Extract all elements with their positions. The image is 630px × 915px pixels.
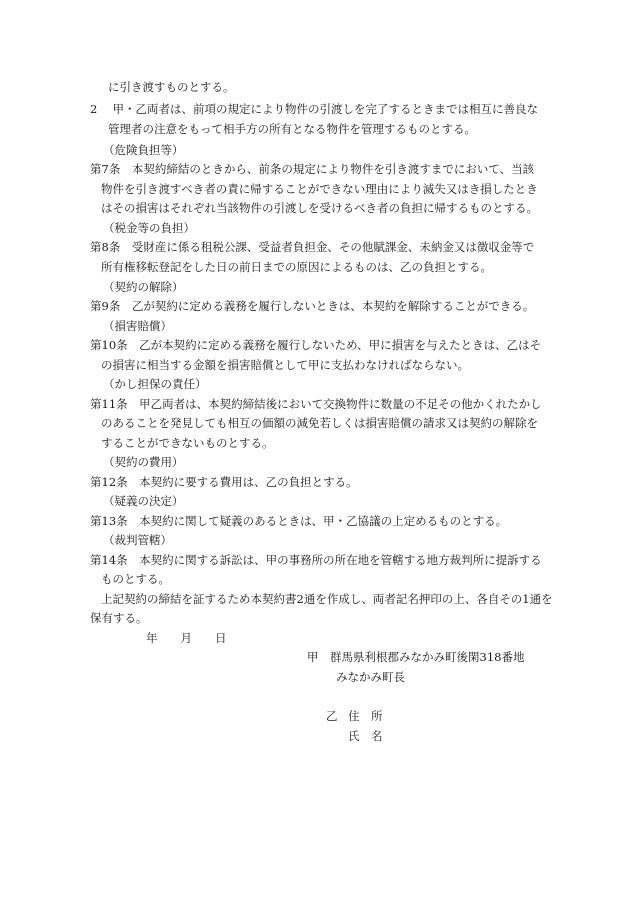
article-8: 第8条 受財産に係る租税公課、受益者負担金、その他賦課金、未納金又は徴収金等で [90, 240, 535, 254]
party-a-name: みなかみ町長 [336, 670, 405, 684]
article-11: 第11条 甲乙両者は、本契約締結後において交換物件に数量の不足その他かくれたかし [90, 397, 542, 411]
article-9: 第9条 乙が契約に定める義務を履行しないときは、本契約を解除することができる。 [90, 299, 535, 313]
section-heading: （裁判管轄） [103, 533, 172, 547]
closing-statement-end: 保有する。 [90, 611, 148, 625]
closing-statement: 上記契約の締結を証するため本契約書2通を作成し、両者記名押印の上、各自その1通を [101, 592, 553, 606]
section-heading: （危険負担等） [103, 143, 184, 157]
party-a-address: 群馬県利根郡みなかみ町後閑318番地 [330, 650, 525, 664]
section-heading: （契約の解除） [103, 280, 184, 294]
section-heading: （損害賠償） [103, 319, 172, 333]
section-heading: （契約の費用） [103, 455, 184, 469]
body-line: 2 甲・乙両者は、前項の規定により物件の引渡しを完了するときまでは相互に善良な [90, 102, 538, 116]
party-a-label: 甲 [307, 650, 319, 664]
signature-date: 年 月 日 [146, 631, 227, 645]
body-line: に引き渡すものとする。 [108, 80, 235, 94]
article-7: 第7条 本契約締結のときから、前条の規定により物件を引き渡すまでにおいて、当該 [90, 162, 535, 176]
party-b-name-label: 氏 名 [348, 729, 383, 743]
body-line: 管理者の注意をもって相手方の所有となる物件を管理するものとする。 [108, 122, 476, 136]
body-line: することができないものとする。 [101, 436, 274, 450]
body-line: 所有権移転登記をした日の前日までの原因によるものは、乙の負担とする。 [101, 260, 492, 274]
party-b-address-label: 住 所 [348, 709, 383, 723]
article-12: 第12条 本契約に要する費用は、乙の負担とする。 [90, 475, 358, 489]
body-line: はその損害はそれぞれ当該物件の引渡しを受けるべき者の負担に帰するものとする。 [101, 201, 538, 215]
section-heading: （疑義の決定） [103, 494, 184, 508]
body-line: ものとする。 [101, 572, 170, 586]
article-13: 第13条 本契約に関して疑義のあるときは、甲・乙協議の上定めるものとする。 [90, 514, 508, 528]
section-heading: （税金等の負担） [103, 221, 195, 235]
article-10: 第10条 乙が本契約に定める義務を履行しないため、甲に損害を与えたときは、乙はそ [90, 338, 542, 352]
body-line: の損害に相当する金額を損害賠償として甲に支払わなければならない。 [101, 358, 469, 372]
section-heading: （かし担保の責任） [103, 377, 207, 391]
body-line: のあることを発見しても相互の価額の減免若しくは損害賠償の請求又は契約の解除を [101, 416, 538, 430]
body-line: 物件を引き渡すべき者の責に帰することができない理由により滅失又はき損したとき [101, 182, 538, 196]
party-b-label: 乙 [326, 709, 338, 723]
article-14: 第14条 本契約に関する訴訟は、甲の事務所の所在地を管轄する地方裁判所に提訴する [90, 553, 542, 567]
